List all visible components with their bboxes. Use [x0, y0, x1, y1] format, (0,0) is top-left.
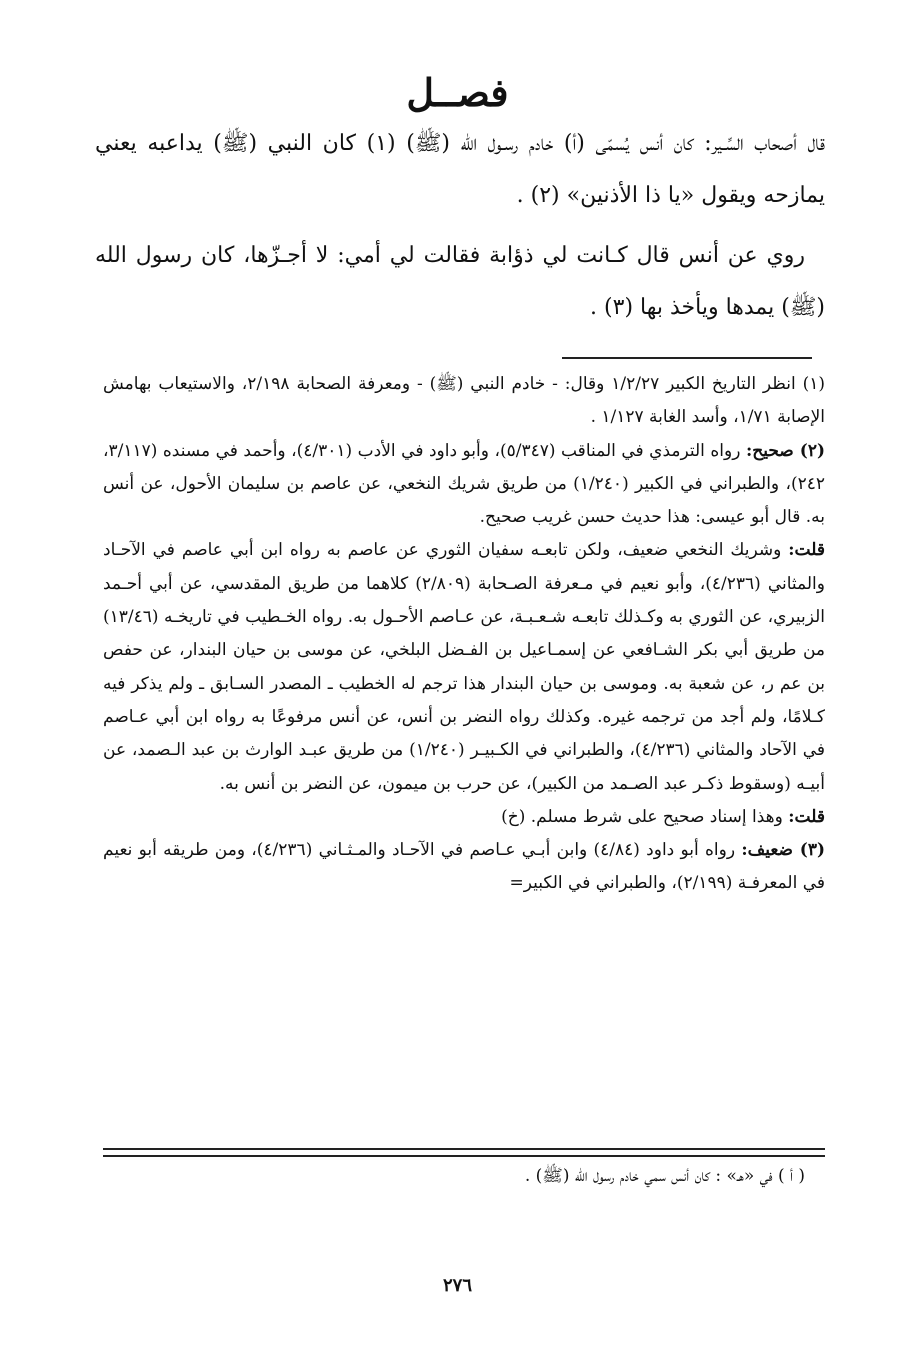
main-paragraph-2: روي عن أنس قال كـانت لي ذؤابة فقالت لي أمي: لا أجـزّها، كان رسول الله (ﷺ) يمدها ويأخذ بها (٣) . [95, 243, 825, 320]
variant-divider [103, 1148, 825, 1157]
footnote-1: (١) انظر التاريخ الكبير ١/٢/٢٧ وقال: - خادم النبي (ﷺ) - ومعرفة الصحابة ٢/١٩٨، والاستيعاب بهامش الإصابة ١/٧١، وأسد الغابة ١/١٢٧ . [103, 374, 825, 428]
footnote-2 [103, 435, 825, 535]
footnote-3-text: رواه أبو داود (٤/٨٤) وابن أبـي عـاصم في الآحـاد والمـثـاني (٤/٢٣٦)، ومن طريقه أبو نعيم في المعرفـة (٢/١٩٩)، والطبراني في الكبير= [103, 840, 825, 894]
variant-note: ( أ ) في «هـ» : كان أنس سمي خادم رسول الله (ﷺ) . [524, 1166, 805, 1186]
main-text [95, 118, 825, 342]
comment-text: وشريك النخعي ضعيف، ولكن تابعـه سفيان الثوري عن عاصم به رواه ابن أبي عاصم في الآحـاد والمثاني (٤/٢٣٦)، وأبو نعيم في مـعرفة الصـحابة (٢/٨٠٩) كلاهما من طريق المقدسي، عن أبي أحـمد الزبيري، عن الثوري به وكـذلك تابعـه شـعـبـة، عن عـاصم الأحـول به. رواه الخـطيب في تاريخـه (١٣/٤٦) من طريق أبي بكر الشـافعي عن إسمـاعيل بن الفـضل البلخي، عن موسى بن حيان البندار، عن حفص بن عم ر، عن شعبة به. وموسى بن حيان البندار هذا ترجم له الخطيب ـ المصدر السـابق ـ ولم يذكر فيه كـلامًا، ولم أجد من ترجمه غيره. وكذلك رواه النضر بن أنس، عن أنس مرفوعًا به رواه ابن أبي عـاصم في الآحاد والمثاني (٤/٢٣٦)، والطبراني في الكـبيـر (١/٢٤٠) من طريق عبـد الوارث بن عبد الـصمد، عن أبيـه (وسقوط ذكـر عبد الصـمد من الكبير)، عن حرب بن ميمون، عن النضر بن أنس به. [103, 540, 825, 794]
footnotes [103, 368, 825, 901]
footnote-2-label: (٢) صحيح: [745, 440, 825, 461]
footnote-3-label: (٣) ضعيف: [741, 840, 825, 861]
footnote-2-conclusion [103, 801, 825, 834]
comment-label: قلت: [788, 540, 825, 561]
page-number: ٢٧٦ [442, 1275, 472, 1296]
footnote-divider [562, 357, 812, 359]
footnote-3 [103, 834, 825, 901]
section-title: فصــل [406, 70, 509, 115]
footnote-2-comment [103, 534, 825, 800]
conclusion-label: قلت: [788, 806, 825, 827]
footnote-2-text: رواه الترمذي في المناقب (٥/٣٤٧)، وأبو داود في الأدب (٤/٣٠١)، وأحمد في مسنده (٣/١١٧، ٢٤٢)، والطبراني في الكبير (١/٢٤٠) من طريق شريك النخعي، عن عاصم بن سليمان الأحول، عن أنس به. قال أبو عيسى: هذا حديث حسن غريب صحيح. [103, 440, 825, 528]
conclusion-text: وهذا إسناد صحيح على شرط مسلم. (خ) [501, 806, 789, 827]
main-paragraph-1: قال أصحاب السِّـير: كان أنس يُسمّى (أ) خادم رسـول الله (ﷺ) (١) كان النبي (ﷺ) يداعبه يعني يمازحه ويقول «يا ذا الأذنين» (٢) . [95, 131, 826, 208]
